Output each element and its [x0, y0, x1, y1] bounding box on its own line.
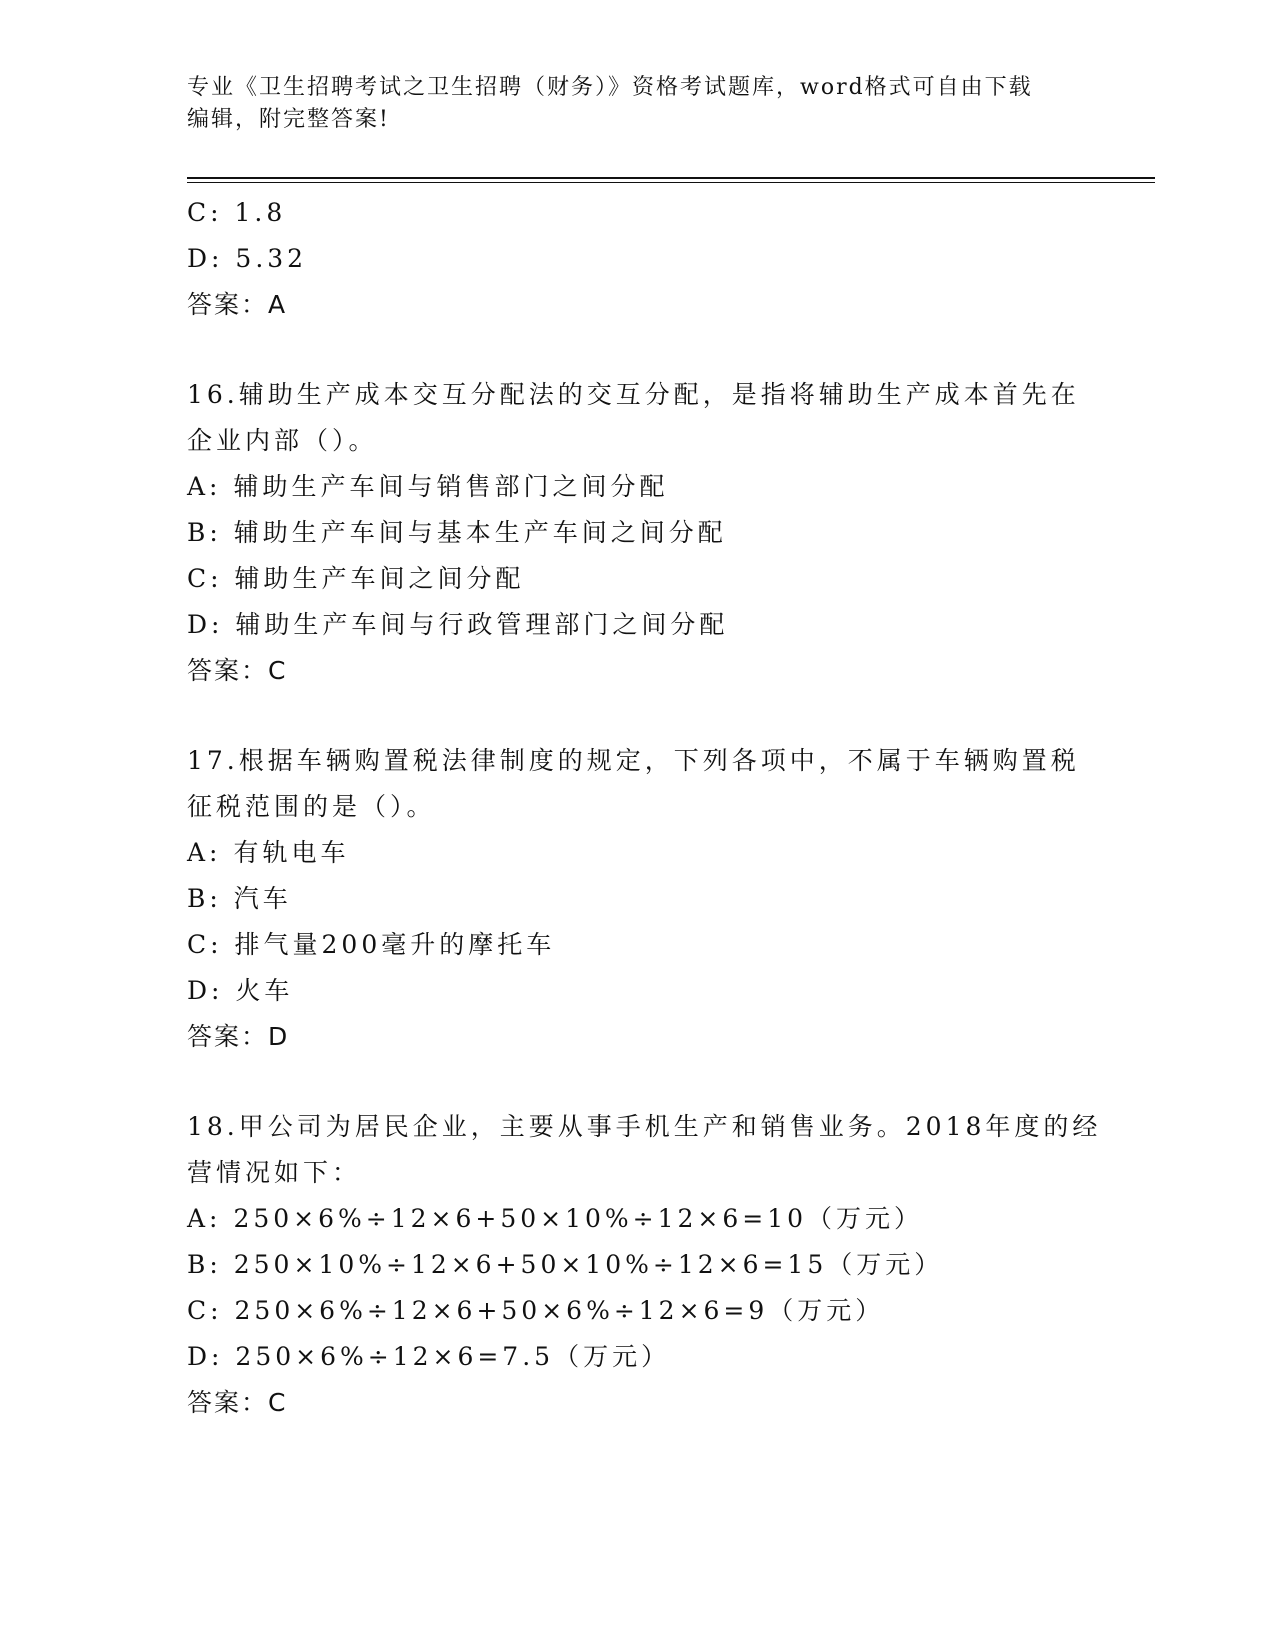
option-b [187, 876, 1087, 922]
option-b [187, 510, 1087, 556]
answer-line: 答案：C [187, 656, 288, 685]
option-text: 有轨电车 [233, 838, 350, 867]
document-header [187, 72, 1087, 136]
option-d [187, 1334, 1087, 1380]
option-d [187, 602, 1087, 648]
option-text: 250×6%÷12×6+50×6%÷12×6=9（万元） [234, 1296, 885, 1325]
answer-line: 答案：C [187, 1388, 288, 1417]
option-label: A: [187, 1204, 222, 1233]
option-label: C: [187, 564, 223, 593]
option-a [187, 830, 1087, 876]
answer-line: 答案：A [187, 290, 288, 319]
option-c [187, 556, 1087, 602]
option-text: 250×6%÷12×6=7.5（万元） [235, 1342, 671, 1371]
option-c [187, 190, 1087, 236]
option-text: 汽车 [233, 884, 292, 913]
option-label: D: [187, 610, 224, 639]
question-stem-line-1: 18.甲公司为居民企业，主要从事手机生产和销售业务。2018年度的经 [187, 1112, 1102, 1141]
option-label: B: [187, 884, 222, 913]
option-text: 5.32 [235, 244, 308, 273]
option-label: B: [187, 1250, 222, 1279]
option-text: 250×6%÷12×6+50×10%÷12×6=10（万元） [233, 1204, 924, 1233]
option-a [187, 464, 1087, 510]
question-17 [187, 738, 1087, 1060]
option-c [187, 1288, 1087, 1334]
header-line-1: 专业《卫生招聘考试之卫生招聘（财务）》资格考试题库，word格式可自由下载 [187, 75, 1033, 100]
question-18 [187, 1104, 1102, 1426]
option-text: 辅助生产车间之间分配 [234, 564, 525, 593]
option-text: 辅助生产车间与行政管理部门之间分配 [235, 610, 729, 639]
option-label: D: [187, 976, 224, 1005]
option-d [187, 968, 1087, 1014]
option-label: C: [187, 1296, 223, 1325]
option-label: D: [187, 1342, 224, 1371]
header-rule-thin [187, 182, 1155, 183]
option-label: D: [187, 244, 224, 273]
option-label: B: [187, 518, 222, 547]
option-label: A: [187, 838, 222, 867]
option-text: 火车 [235, 976, 294, 1005]
option-text: 1.8 [234, 198, 287, 227]
question-stem-line-1: 17.根据车辆购置税法律制度的规定，下列各项中，不属于车辆购置税 [187, 746, 1080, 775]
header-rule-thick [187, 177, 1155, 179]
question-stem-line-1: 16.辅助生产成本交互分配法的交互分配，是指将辅助生产成本首先在 [187, 380, 1080, 409]
option-text: 250×10%÷12×6+50×10%÷12×6=15（万元） [233, 1250, 944, 1279]
question-stem-line-2: 征税范围的是（）。 [187, 792, 436, 821]
option-a [187, 1196, 1087, 1242]
option-text: 辅助生产车间与基本生产车间之间分配 [233, 518, 727, 547]
question-list [187, 190, 1102, 1426]
question-15-continuation [187, 190, 1087, 328]
option-text: 排气量200毫升的摩托车 [234, 930, 556, 959]
option-label: C: [187, 930, 223, 959]
answer-line: 答案：D [187, 1022, 290, 1051]
option-b [187, 1242, 1087, 1288]
header-line-2: 编辑，附完整答案! [187, 107, 390, 132]
question-stem-line-2: 营情况如下： [187, 1158, 362, 1187]
option-text: 辅助生产车间与销售部门之间分配 [233, 472, 669, 501]
question-16 [187, 372, 1087, 694]
option-label: A: [187, 472, 222, 501]
option-d [187, 236, 1087, 282]
option-c [187, 922, 1087, 968]
question-stem-line-2: 企业内部（）。 [187, 426, 378, 455]
option-label: C: [187, 198, 223, 227]
